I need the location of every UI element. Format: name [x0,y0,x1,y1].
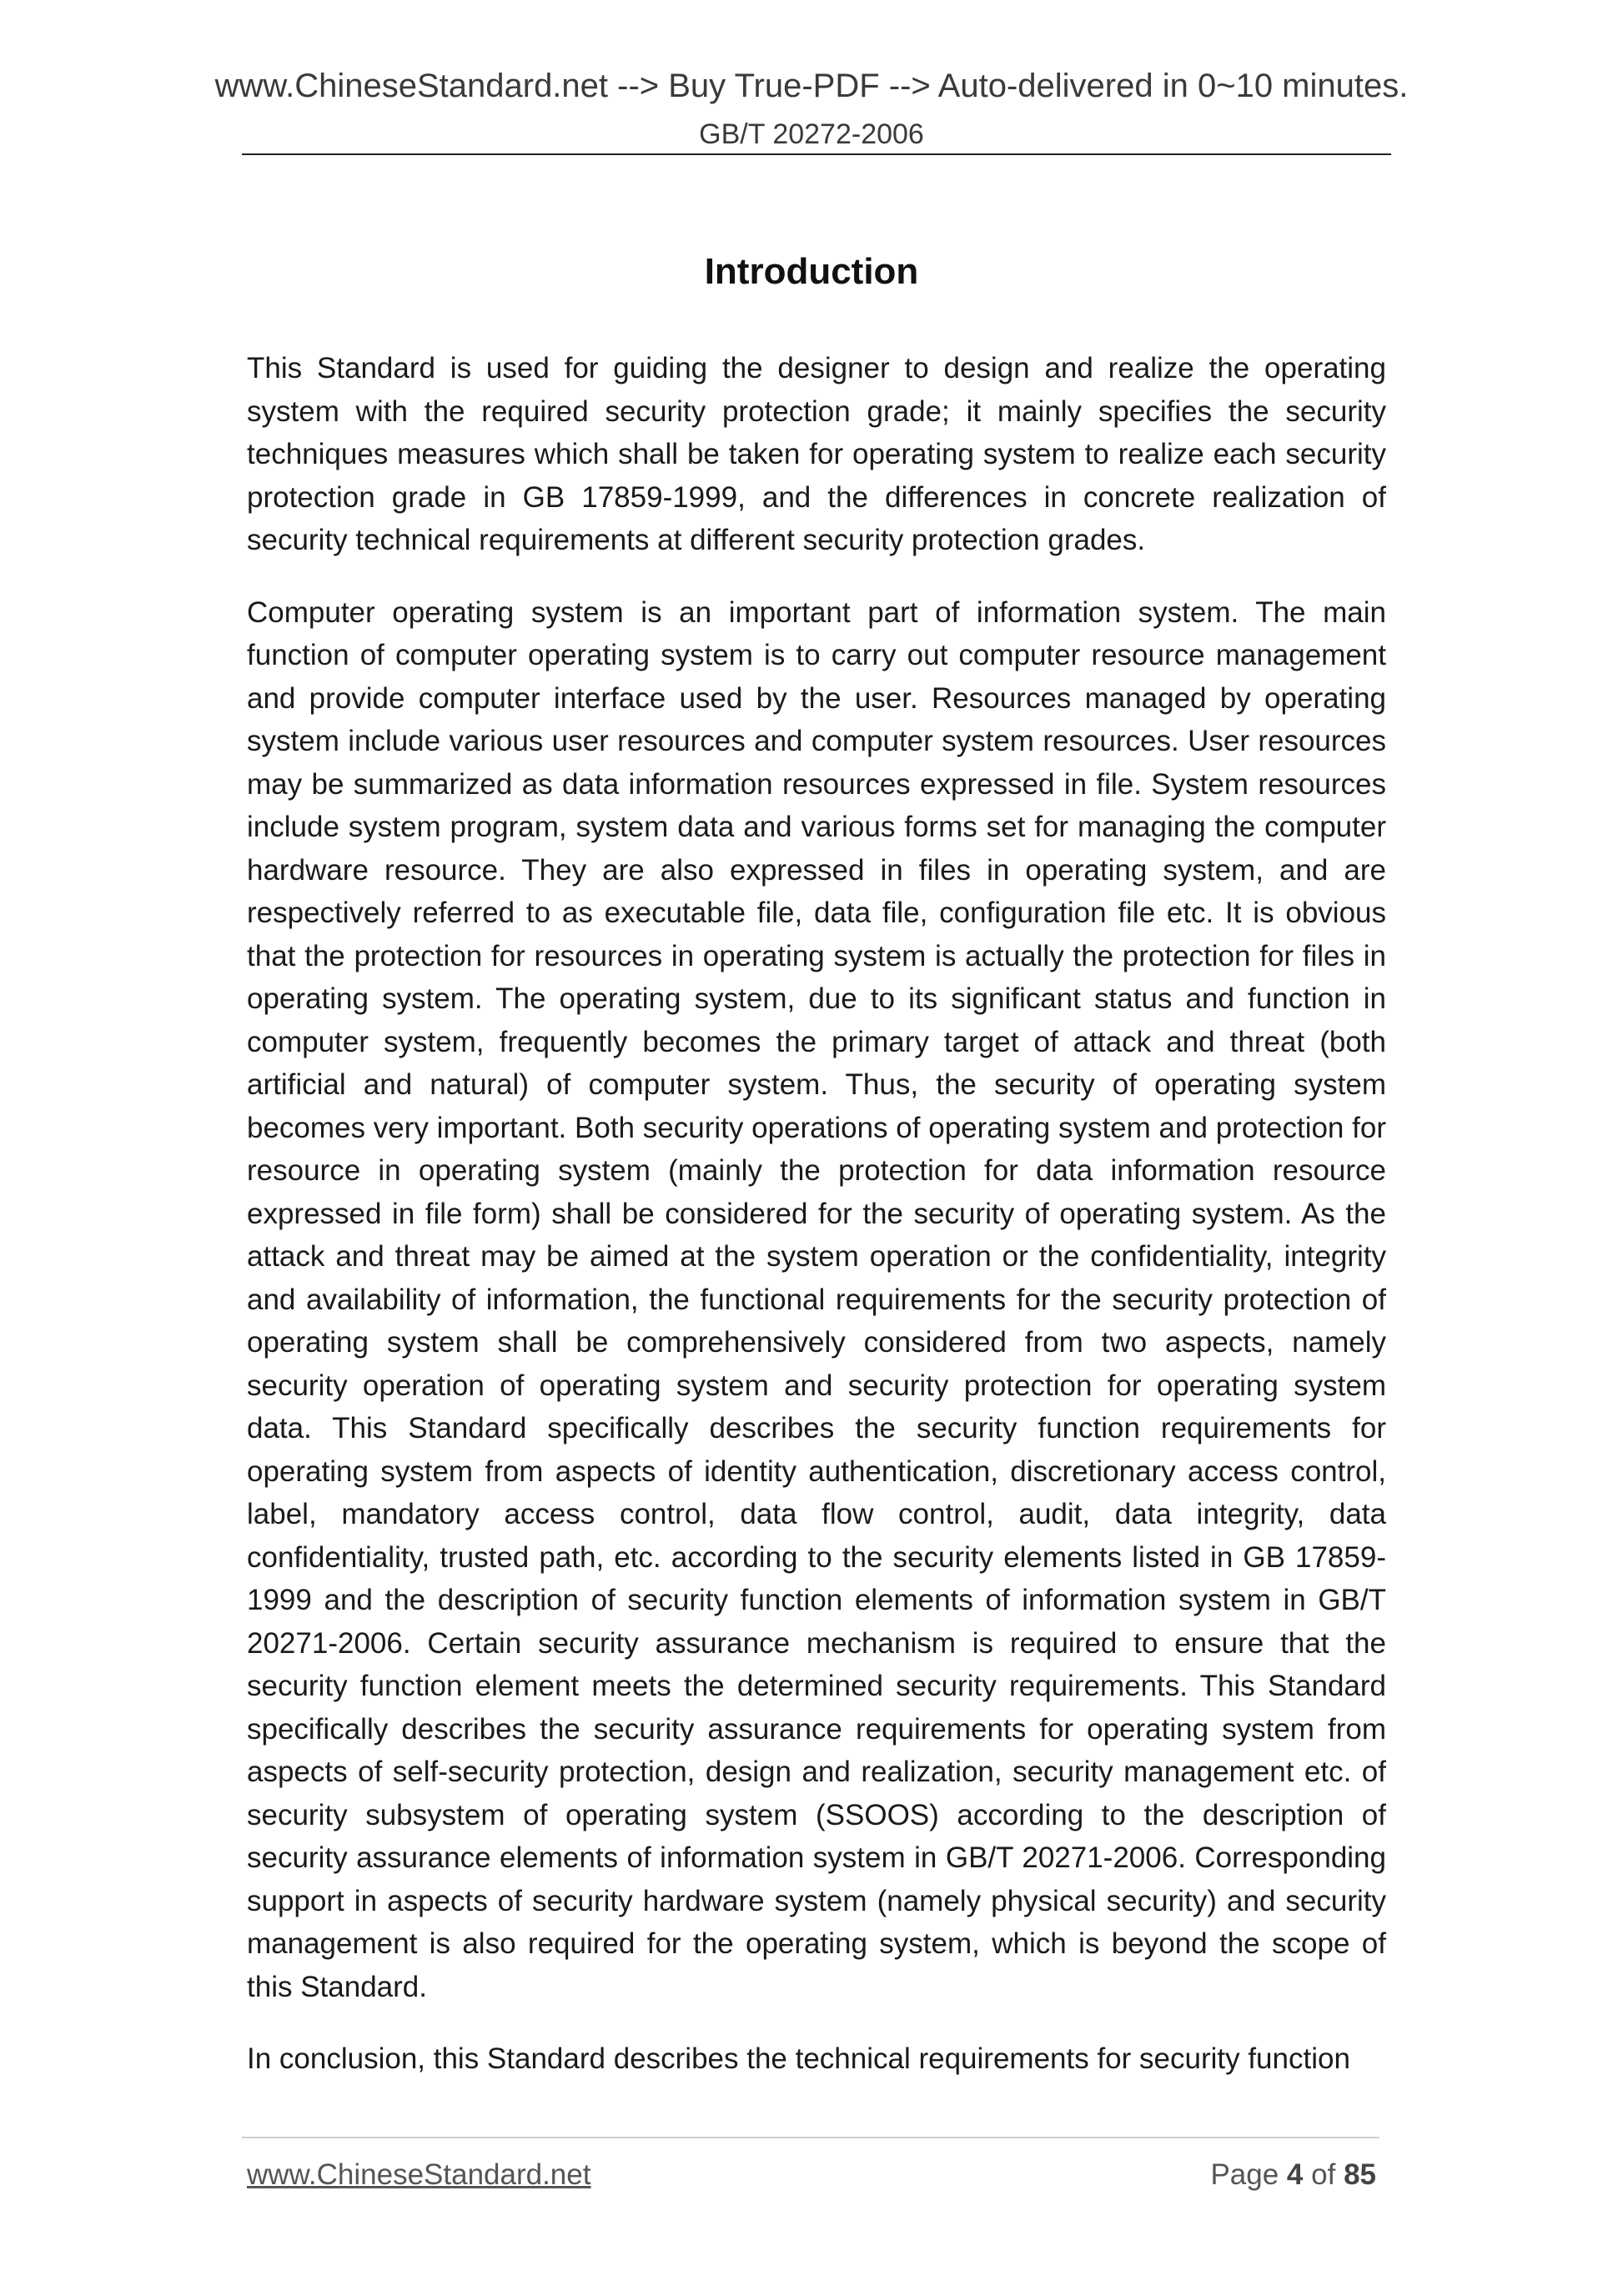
page-current: 4 [1286,2158,1304,2191]
header-divider [242,153,1391,155]
page-total: 85 [1344,2158,1376,2191]
standard-id: GB/T 20272-2006 [699,118,924,150]
paragraph-2: Computer operating system is an important part of information system. The main function of computer operating system is to carry out computer resource management and provide computer interface used by the user. Resources managed by operating system include various user resources and computer system resources. User resources may be summarized as data information resources expressed in file. System resources include system program, system data and various forms set for managing the computer hardware resource. They are also expressed in files in operating system, and are respectively referred to as executable file, data file, configuration file etc. It is obvious that the protection for resources in operating system is actually the protection for files in operating system. The operating system, due to its significant status and function in computer system, frequently becomes the primary target of attack and threat (both artificial and natural) of computer system. Thus, the security of operating system becomes very important. Both security operations of operating system and protection for resource in operating system (mainly the protection for data information resource expressed in file form) shall be considered for the security of operating system. As the attack and threat may be aimed at the system operation or the confidentiality, integrity and availability of information, the functional requirements for the security protection of operating system shall be comprehensively considered from two aspects, namely security operation of operating system and security protection for operating system data. This Standard specifically describes the security function requirements for operating system from aspects of identity authentication, discretionary access control, label, mandatory access control, data flow control, audit, data integrity, data confidentiality, trusted path, etc. according to the security elements listed in GB 17859-1999 and the description of security function elements of information system in GB/T 20271-2006. Certain security assurance mechanism is required to ensure that the security function element meets the determined security requirements. This Standard specifically describes the security assurance requirements for operating system from aspects of self-security protection, design and realization, security management etc. of security subsystem of operating system (SSOOS) according to the description of security assurance elements of information system in GB/T 20271-2006. Corresponding support in aspects of security hardware system (namely physical security) and security management is also required for the operating system, which is beyond the scope of this Standard. [247,595,1386,2003]
page-number [1210,2157,1376,2193]
page-title: Introduction [704,251,919,292]
document-body [247,347,1386,2110]
footer-divider [242,2137,1379,2138]
page-of: of [1311,2158,1336,2191]
paragraph-1: This Standard is used for guiding the designer to design and realize the operating system with the required security protection grade; it mainly specifies the security techniques measures which shall be taken for operating system to realize each security protection grade in GB 17859-1999, and the differences in concrete realization of security technical requirements at different security protection grades. [247,352,1386,556]
page-label: Page [1210,2158,1279,2191]
paragraph-3: In conclusion, this Standard describes the technical requirements for security function [247,2042,1350,2075]
footer-site-link[interactable]: www.ChineseStandard.net [247,2158,591,2191]
header-banner: www.ChineseStandard.net --> Buy True-PDF --> Auto-delivered in 0~10 minutes. [214,68,1409,104]
